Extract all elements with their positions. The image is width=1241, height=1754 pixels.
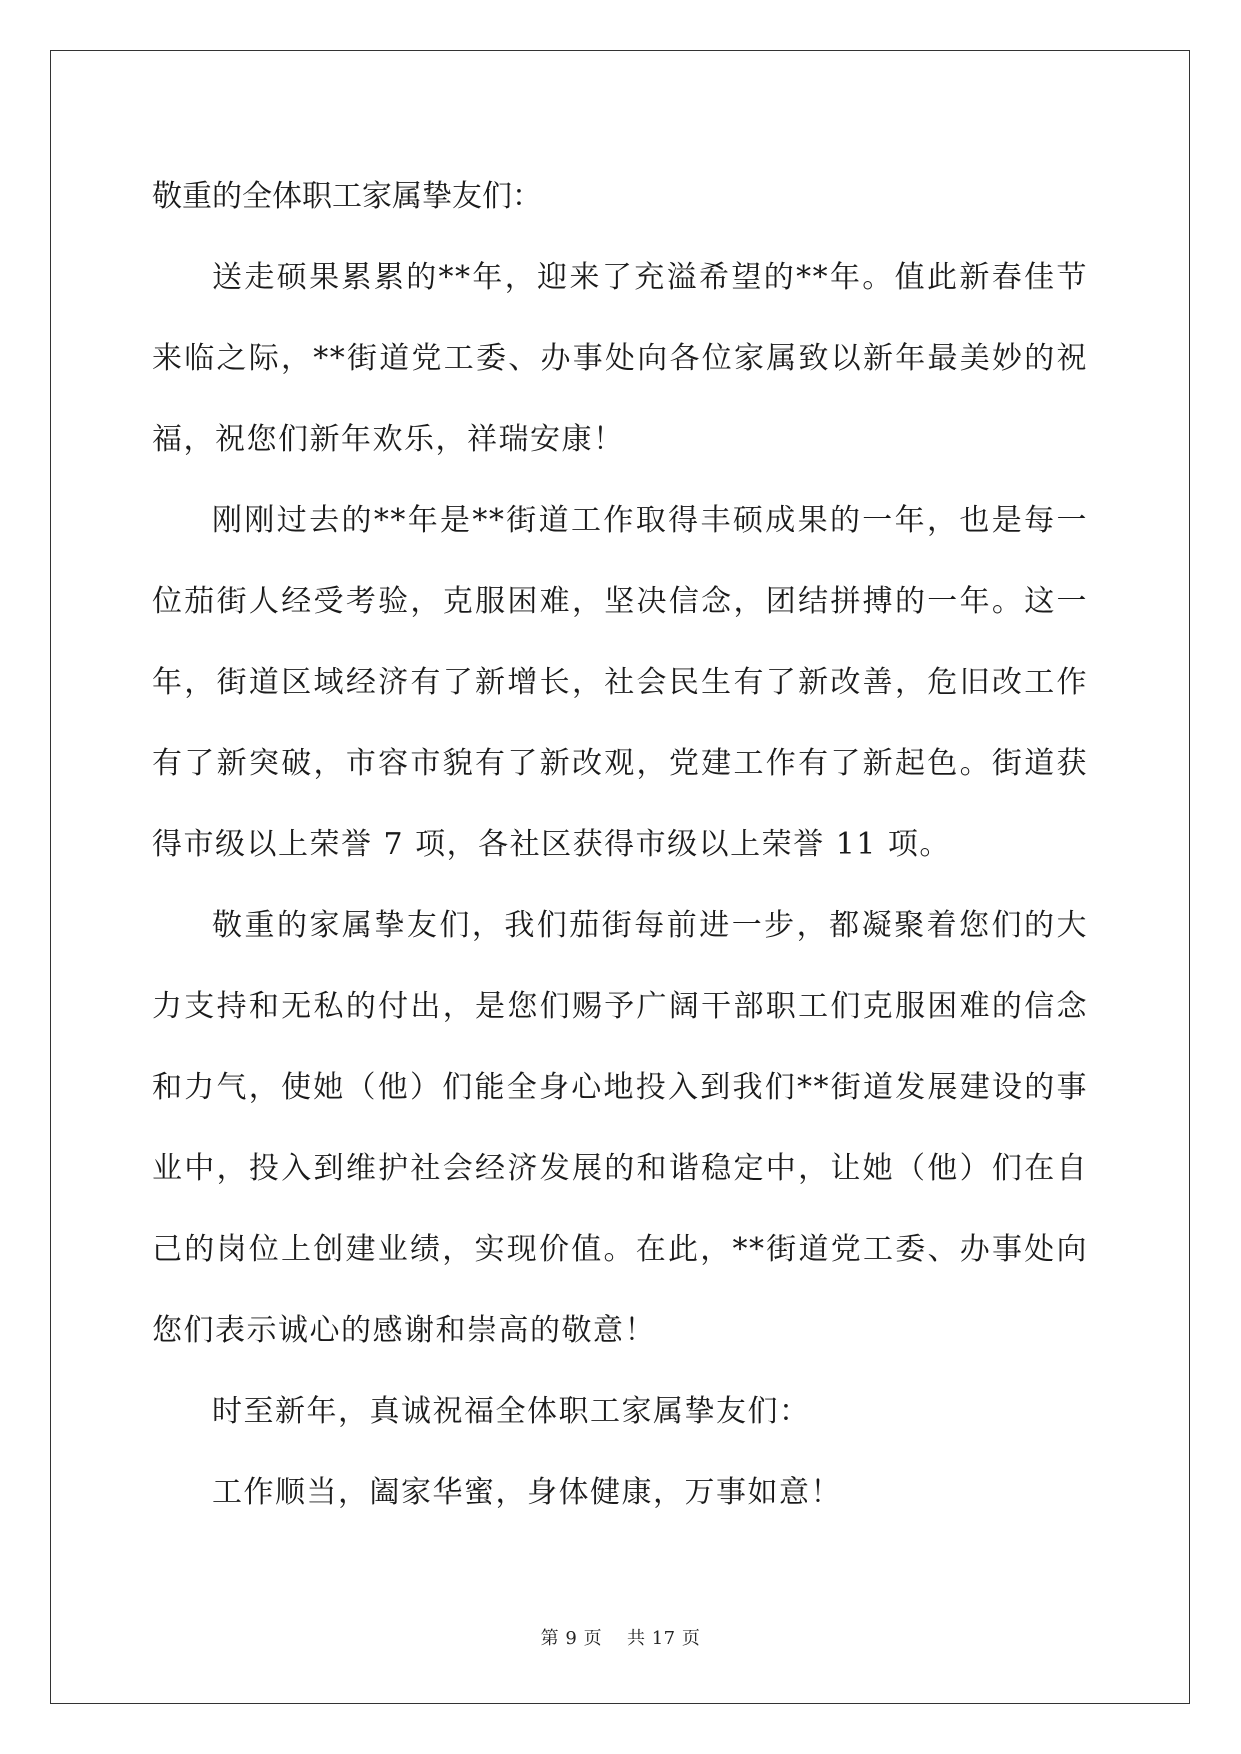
letter-body [152,156,1088,1533]
paragraph-wishes: 工作顺当，阖家华蜜，身体健康，万事如意！ [212,1475,842,1510]
paragraph-year-review: 刚刚过去的**年是**街道工作取得丰硕成果的一年，也是每一位茄街人经受考验，克服困难，坚决信念，团结拼搏的一年。这一年，街道区域经济有了新增长，社会民生有了新改善，危旧改工作有了新突破，市容市貌有了新改观，党建工作有了新起色。街道获得市级以上荣誉 7 项，各社区获得市级以上荣誉 11 项。 [152,503,1088,862]
page-footer [0,1624,1241,1650]
paragraph-wishes-intro: 时至新年，真诚祝福全体职工家属挚友们： [212,1394,811,1429]
salutation: 敬重的全体职工家属挚友们： [152,179,542,214]
paragraph-thanks: 敬重的家属挚友们，我们茄街每前进一步，都凝聚着您们的大力支持和无私的付出，是您们赐予广阔干部职工们克服困难的信念和力气，使她（他）们能全身心地投入到我们**街道发展建设的事业中，投入到维护社会经济发展的和谐稳定中，让她（他）们在自己的岗位上创建业绩，实现价值。在此，**街道党工委、办事处向您们表示诚心的感谢和崇高的敬意！ [152,908,1088,1348]
total-pages: 共 17 页 [626,1628,701,1649]
paragraph-new-year-greeting: 送走硕果累累的**年，迎来了充溢希望的**年。值此新春佳节来临之际，**街道党工委、办事处向各位家属致以新年最美妙的祝福，祝您们新年欢乐，祥瑞安康！ [152,260,1088,457]
page-number: 第 9 页 [540,1628,603,1649]
